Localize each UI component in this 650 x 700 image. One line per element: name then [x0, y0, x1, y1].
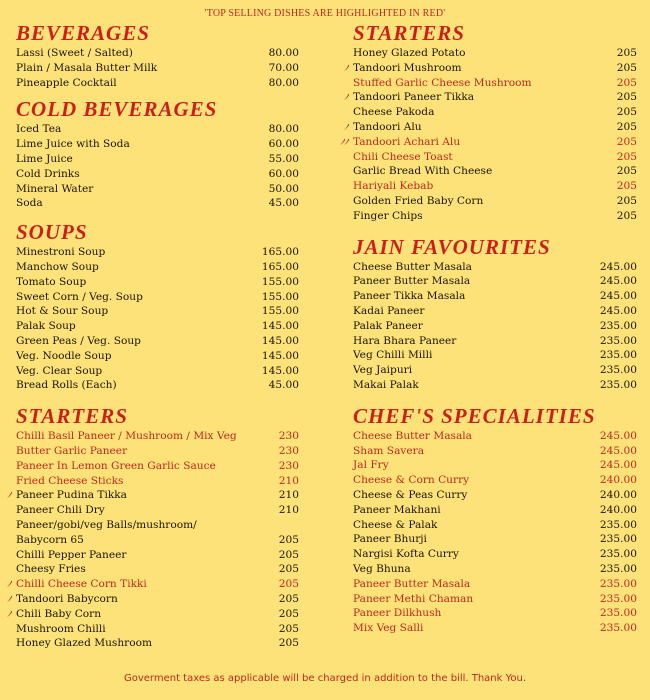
menu-section-chef-s-specialities — [353, 403, 637, 636]
menu-item-name: Chilli Pepper Paneer — [16, 548, 127, 561]
menu-item-name: Golden Fried Baby Corn — [353, 194, 484, 207]
menu-section-starters — [16, 403, 299, 651]
menu-item-price: 205 — [616, 120, 637, 133]
menu-item-price: 205 — [616, 135, 637, 148]
menu-item-price: 245.00 — [599, 260, 637, 273]
menu-item-price: 230 — [278, 444, 299, 457]
menu-item-price: 240.00 — [599, 488, 637, 501]
menu-item-name: Butter Garlic Paneer — [16, 444, 128, 457]
menu-item-price: 70.00 — [268, 61, 299, 74]
menu-item-name: Veg. Clear Soup — [16, 364, 103, 377]
chili-spicy-icon — [338, 138, 346, 146]
menu-item-name: Paneer Butter Masala — [353, 275, 471, 288]
menu-item-price: 80.00 — [268, 76, 299, 89]
menu-item-price: 230 — [278, 459, 299, 472]
menu-item — [16, 260, 299, 275]
menu-item — [353, 135, 637, 150]
menu-item-name: Paneer Pudina Tikka — [16, 489, 127, 502]
menu-item-price: 205 — [616, 194, 637, 207]
menu-item-name: Cheese & Palak — [353, 518, 438, 531]
menu-item — [353, 334, 637, 349]
menu-item-name: Paneer Makhani — [353, 503, 441, 516]
menu-item — [16, 592, 299, 607]
menu-item — [16, 76, 299, 91]
menu-item-name: Chilli Cheese Corn Tikki — [16, 578, 147, 591]
menu-item-price: 205 — [278, 578, 299, 591]
menu-item — [353, 592, 637, 607]
menu-item-price: 235.00 — [599, 622, 637, 635]
menu-item-name: Garlic Bread With Cheese — [353, 165, 493, 178]
menu-item-name: Jal Fry — [353, 459, 389, 472]
menu-item — [353, 503, 637, 518]
menu-item-name: Tandoori Alu — [353, 120, 422, 133]
menu-item-name: Cheese & Peas Curry — [353, 488, 468, 501]
menu-item-name: Tandoori Babycorn — [16, 592, 118, 605]
menu-item-name: Sham Savera — [353, 444, 425, 457]
menu-item-name: Pineapple Cocktail — [16, 76, 117, 89]
menu-item-name: Stuffed Garlic Cheese Mushroom — [353, 76, 532, 89]
menu-item — [353, 444, 637, 459]
menu-item-name: Chilli Basil Paneer / Mushroom / Mix Veg — [16, 430, 237, 443]
menu-item — [16, 290, 299, 305]
tax-footer-note: Goverment taxes as applicable will be charged in addition to the bill. Thank You. — [123, 673, 527, 684]
chili-spicy-icon — [342, 64, 350, 72]
menu-item-price: 145.00 — [261, 364, 299, 377]
menu-item-price: 205 — [278, 637, 299, 650]
menu-item-price: 80.00 — [268, 47, 299, 59]
menu-item-price: 55.00 — [268, 152, 299, 165]
menu-item — [353, 532, 637, 547]
menu-item — [16, 152, 299, 167]
menu-item-name: Palak Soup — [16, 320, 76, 333]
menu-item — [16, 46, 299, 61]
menu-item-price: 235.00 — [599, 364, 637, 377]
chili-spicy-icon — [5, 491, 13, 499]
menu-item-name: Sweet Corn / Veg. Soup — [16, 290, 143, 303]
menu-item — [16, 622, 299, 637]
menu-item — [16, 636, 299, 651]
menu-item-price: 245.00 — [599, 304, 637, 317]
menu-item-name: Nargisi Kofta Curry — [353, 548, 459, 561]
menu-item-name: Paneer Dilkhush — [353, 607, 442, 620]
menu-item — [353, 348, 637, 363]
menu-item — [353, 577, 637, 592]
menu-item-name: Tandoori Mushroom — [353, 61, 462, 74]
menu-item — [16, 137, 299, 152]
menu-item-price: 205 — [616, 91, 637, 104]
chili-spicy-icon — [5, 580, 13, 588]
menu-item-name: Kadai Paneer — [353, 304, 425, 317]
menu-item — [16, 429, 299, 444]
menu-item — [16, 275, 299, 290]
menu-item-price: 45.00 — [268, 197, 299, 210]
section-title: SOUPS — [16, 220, 88, 245]
section-title: BEVERAGES — [16, 21, 150, 45]
menu-item — [353, 289, 637, 304]
menu-item-price: 205 — [278, 548, 299, 561]
menu-item-price: 205 — [616, 180, 637, 193]
menu-item-price: 155.00 — [261, 275, 299, 288]
menu-item-price: 165.00 — [261, 260, 299, 273]
menu-item-price: 235.00 — [599, 518, 637, 531]
menu-item-price: 235.00 — [599, 334, 637, 347]
menu-item-name: Paneer Methi Chaman — [353, 592, 474, 605]
menu-item-name: Paneer Chili Dry — [16, 504, 105, 517]
menu-items-list — [16, 245, 299, 393]
menu-item — [353, 61, 637, 76]
menu-item-name: Iced Tea — [16, 123, 62, 136]
section-title: STARTERS — [16, 404, 128, 429]
menu-item-price: 235.00 — [599, 592, 637, 605]
menu-item — [16, 319, 299, 334]
menu-item-name: Hot & Sour Soup — [16, 305, 109, 318]
menu-item-price: 245.00 — [599, 444, 637, 457]
menu-item — [353, 274, 637, 289]
chili-spicy-icon — [5, 610, 13, 618]
menu-item — [353, 547, 637, 562]
menu-item — [353, 562, 637, 577]
menu-item — [16, 518, 299, 548]
menu-item-name: Green Peas / Veg. Soup — [16, 334, 141, 347]
menu-section-jain-favourites — [353, 234, 637, 393]
menu-item-name: Finger Chips — [353, 209, 423, 222]
menu-item-name: Paneer Butter Masala — [353, 577, 471, 590]
section-title: CHEF'S SPECIALITIES — [353, 403, 596, 428]
menu-item — [353, 120, 637, 135]
menu-item-name: Lime Juice with Soda — [16, 138, 130, 151]
menu-item-price: 235.00 — [599, 607, 637, 620]
menu-item-name: Cold Drinks — [16, 167, 80, 180]
menu-item-name: Cheese Butter Masala — [353, 260, 472, 273]
menu-items-list — [16, 122, 299, 211]
menu-item — [353, 46, 637, 61]
menu-item-name: Mushroom Chilli — [16, 622, 106, 635]
menu-item — [353, 518, 637, 533]
menu-item-price: 245.00 — [599, 290, 637, 303]
menu-item-name: Honey Glazed Potato — [353, 47, 466, 59]
menu-item-name: Hara Bhara Paneer — [353, 334, 457, 347]
menu-item — [353, 164, 637, 179]
menu-item-price: 235.00 — [599, 533, 637, 546]
menu-item-name: Cheesy Fries — [16, 563, 86, 576]
menu-item — [16, 364, 299, 379]
menu-item-price: 205 — [278, 622, 299, 635]
menu-item-name: Veg Jaipuri — [353, 364, 413, 377]
menu-item — [16, 334, 299, 349]
menu-section-beverages — [16, 20, 299, 90]
menu-item — [353, 304, 637, 319]
menu-item-price: 240.00 — [599, 503, 637, 516]
menu-item-price: 235.00 — [599, 349, 637, 362]
menu-item — [353, 179, 637, 194]
menu-item — [353, 621, 637, 636]
menu-items-list — [353, 46, 637, 224]
menu-item-name: Plain / Masala Butter Milk — [16, 61, 158, 74]
menu-item-name: Chili Baby Corn — [16, 607, 102, 620]
menu-item-price: 210 — [278, 489, 299, 502]
menu-item — [353, 209, 637, 224]
menu-section-cold-beverages — [16, 96, 299, 211]
menu-item-price: 145.00 — [261, 320, 299, 333]
menu-item — [16, 607, 299, 622]
menu-item-name: Fried Cheese Sticks — [16, 474, 124, 487]
menu-items-list — [16, 429, 299, 651]
menu-item — [16, 378, 299, 393]
menu-item-name: Paneer Bhurji — [353, 533, 427, 546]
menu-item-price: 205 — [616, 76, 637, 89]
menu-item-name: Paneer/gobi/veg Balls/mushroom/ Babycorn 65 — [16, 518, 197, 546]
menu-item-price: 235.00 — [599, 548, 637, 561]
menu-item-price: 60.00 — [268, 167, 299, 180]
menu-item-name: Tandoori Paneer Tikka — [353, 91, 475, 104]
menu-item-price: 210 — [278, 504, 299, 517]
menu-item-name: Hariyali Kebab — [353, 180, 434, 193]
menu-item-name: Mineral Water — [16, 182, 94, 195]
menu-item-name: Veg Bhuna — [353, 562, 411, 575]
menu-item-name: Palak Paneer — [353, 319, 423, 332]
menu-item — [16, 245, 299, 260]
menu-item — [353, 458, 637, 473]
menu-item — [16, 488, 299, 503]
menu-item-name: Makai Palak — [353, 378, 419, 391]
menu-item-price: 205 — [616, 209, 637, 222]
menu-item-name: Tomato Soup — [16, 275, 87, 288]
menu-item-name: Cheese Pakoda — [353, 106, 435, 119]
menu-item-price: 235.00 — [599, 319, 637, 332]
menu-item-name: Chili Cheese Toast — [353, 150, 453, 163]
menu-item — [16, 349, 299, 364]
chili-spicy-icon — [5, 595, 13, 603]
menu-item-price: 240.00 — [599, 474, 637, 487]
menu-column-left — [16, 20, 299, 651]
top-selling-banner: 'TOP SELLING DISHES ARE HIGHLIGHTED IN RED' — [204, 8, 446, 19]
menu-item-price: 205 — [278, 592, 299, 605]
menu-item — [16, 122, 299, 137]
menu-item — [16, 577, 299, 592]
menu-item-name: Soda — [16, 197, 43, 210]
menu-item — [16, 167, 299, 182]
menu-item-price: 245.00 — [599, 459, 637, 472]
menu-item-price: 165.00 — [261, 246, 299, 259]
menu-item — [353, 319, 637, 334]
menu-item-price: 245.00 — [599, 275, 637, 288]
menu-item-price: 145.00 — [261, 334, 299, 347]
section-title: JAIN FAVOURITES — [353, 234, 551, 259]
menu-item-price: 205 — [616, 47, 637, 59]
menu-item-name: Minestroni Soup — [16, 246, 106, 259]
section-title: STARTERS — [353, 21, 465, 45]
menu-item — [353, 90, 637, 105]
menu-item-price: 235.00 — [599, 577, 637, 590]
menu-item — [353, 473, 637, 488]
menu-item-price: 235.00 — [599, 378, 637, 391]
menu-item-name: Veg Chilli Milli — [353, 349, 433, 362]
menu-item-name: Veg. Noodle Soup — [16, 349, 112, 362]
menu-column-right — [353, 20, 637, 636]
menu-item — [353, 105, 637, 120]
menu-item-price: 230 — [278, 430, 299, 443]
menu-item-name: Mix Veg Salli — [353, 622, 424, 635]
menu-item — [353, 194, 637, 209]
menu-item-price: 155.00 — [261, 290, 299, 303]
chili-spicy-icon — [342, 93, 350, 101]
menu-item-name: Lassi (Sweet / Salted) — [16, 47, 133, 59]
menu-item — [353, 378, 637, 393]
menu-item — [16, 503, 299, 518]
menu-item — [353, 429, 637, 444]
menu-item-price: 210 — [278, 474, 299, 487]
menu-item-price: 50.00 — [268, 182, 299, 195]
section-title: COLD BEVERAGES — [16, 97, 218, 122]
menu-item — [16, 474, 299, 489]
menu-item-price: 205 — [616, 165, 637, 178]
menu-item — [16, 444, 299, 459]
menu-item — [16, 196, 299, 211]
menu-section-starters — [353, 20, 637, 224]
menu-item-price: 205 — [278, 563, 299, 576]
menu-item-price: 205 — [616, 61, 637, 74]
menu-items-list — [353, 260, 637, 393]
menu-section-soups — [16, 219, 299, 393]
menu-item-price: 155.00 — [261, 305, 299, 318]
menu-item-price: 235.00 — [599, 562, 637, 575]
menu-item-price: 205 — [278, 533, 299, 546]
menu-item-price: 205 — [278, 607, 299, 620]
menu-item — [353, 363, 637, 378]
menu-item — [16, 548, 299, 563]
menu-item-price: 245.00 — [599, 429, 637, 442]
menu-item — [16, 459, 299, 474]
menu-item-name: Paneer In Lemon Green Garlic Sauce — [16, 459, 216, 472]
menu-items-list — [353, 429, 637, 636]
menu-item-name: Paneer Tikka Masala — [353, 290, 466, 303]
menu-item — [353, 488, 637, 503]
menu-item — [353, 76, 637, 91]
menu-item — [353, 606, 637, 621]
menu-item — [353, 260, 637, 275]
menu-item — [16, 304, 299, 319]
menu-item-name: Lime Juice — [16, 152, 73, 165]
menu-item-price: 205 — [616, 150, 637, 163]
menu-item-price: 60.00 — [268, 138, 299, 151]
menu-item-price: 205 — [616, 106, 637, 119]
menu-item — [16, 182, 299, 197]
menu-item — [353, 150, 637, 165]
menu-item-price: 80.00 — [268, 123, 299, 136]
menu-item-name: Cheese Butter Masala — [353, 429, 472, 442]
menu-item-name: Bread Rolls (Each) — [16, 379, 117, 392]
menu-item — [16, 562, 299, 577]
menu-item-name: Tandoori Achari Alu — [353, 135, 461, 148]
menu-item — [16, 61, 299, 76]
menu-item-name: Cheese & Corn Curry — [353, 474, 470, 487]
menu-item-name: Manchow Soup — [16, 260, 99, 273]
menu-items-list — [16, 46, 299, 90]
chili-spicy-icon — [342, 123, 350, 131]
menu-item-price: 45.00 — [268, 379, 299, 392]
menu-item-price: 145.00 — [261, 349, 299, 362]
menu-item-name: Honey Glazed Mushroom — [16, 637, 153, 650]
